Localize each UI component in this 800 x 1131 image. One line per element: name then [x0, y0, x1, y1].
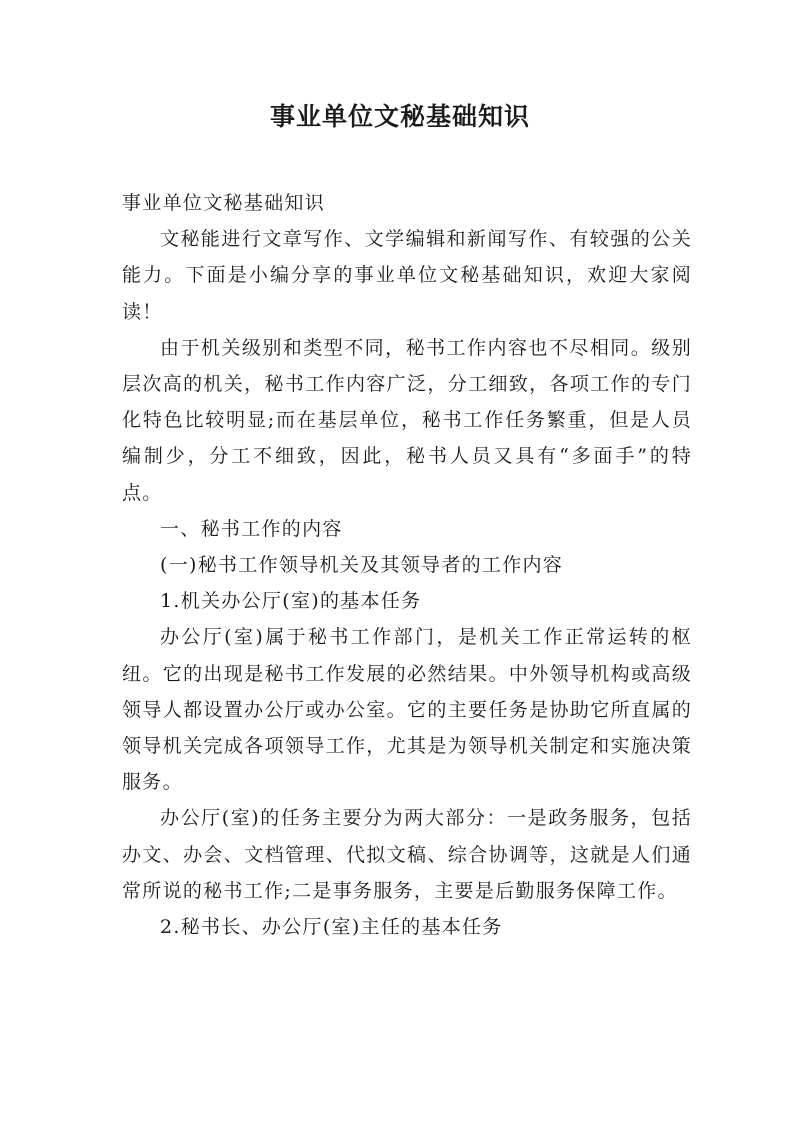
item-heading: 2.秘书长、办公厅(室)主任的基本任务	[160, 916, 503, 939]
body-paragraph: 办公厅(室)的任务主要分为两大部分：一是政务服务，包括办文、办会、文档管理、代拟文稿、综合协调等，这就是人们通常所说的秘书工作;二是事务服务，主要是后勤服务保障工作。	[122, 807, 692, 902]
document-title: 事业单位文秘基础知识	[269, 102, 530, 131]
intro-paragraph: 文秘能进行文章写作、文学编辑和新闻写作、有较强的公关能力。下面是小编分享的事业单位文秘基础知识，欢迎大家阅读！	[122, 228, 692, 323]
document-body	[122, 185, 692, 945]
section-heading: 一、秘书工作的内容	[160, 517, 343, 540]
body-paragraph: 由于机关级别和类型不同，秘书工作内容也不尽相同。级别层次高的机关，秘书工作内容广泛，分工细致，各项工作的专门化特色比较明显;而在基层单位，秘书工作任务繁重，但是人员编制少，分工不细致，因此，秘书人员又具有“多面手”的特点。	[122, 336, 692, 504]
subsection-heading: (一)秘书工作领导机关及其领导者的工作内容	[160, 554, 564, 577]
item-heading: 1.机关办公厅(室)的基本任务	[160, 590, 422, 613]
subtitle-line: 事业单位文秘基础知识	[122, 192, 326, 214]
body-paragraph: 办公厅(室)属于秘书工作部门，是机关工作正常运转的枢纽。它的出现是秘书工作发展的必然结果。中外领导机构或高级领导人都设置办公厅或办公室。它的主要任务是协助它所直属的领导机关完成各项领导工作，尤其是为领导机关制定和实施决策服务。	[122, 626, 692, 794]
